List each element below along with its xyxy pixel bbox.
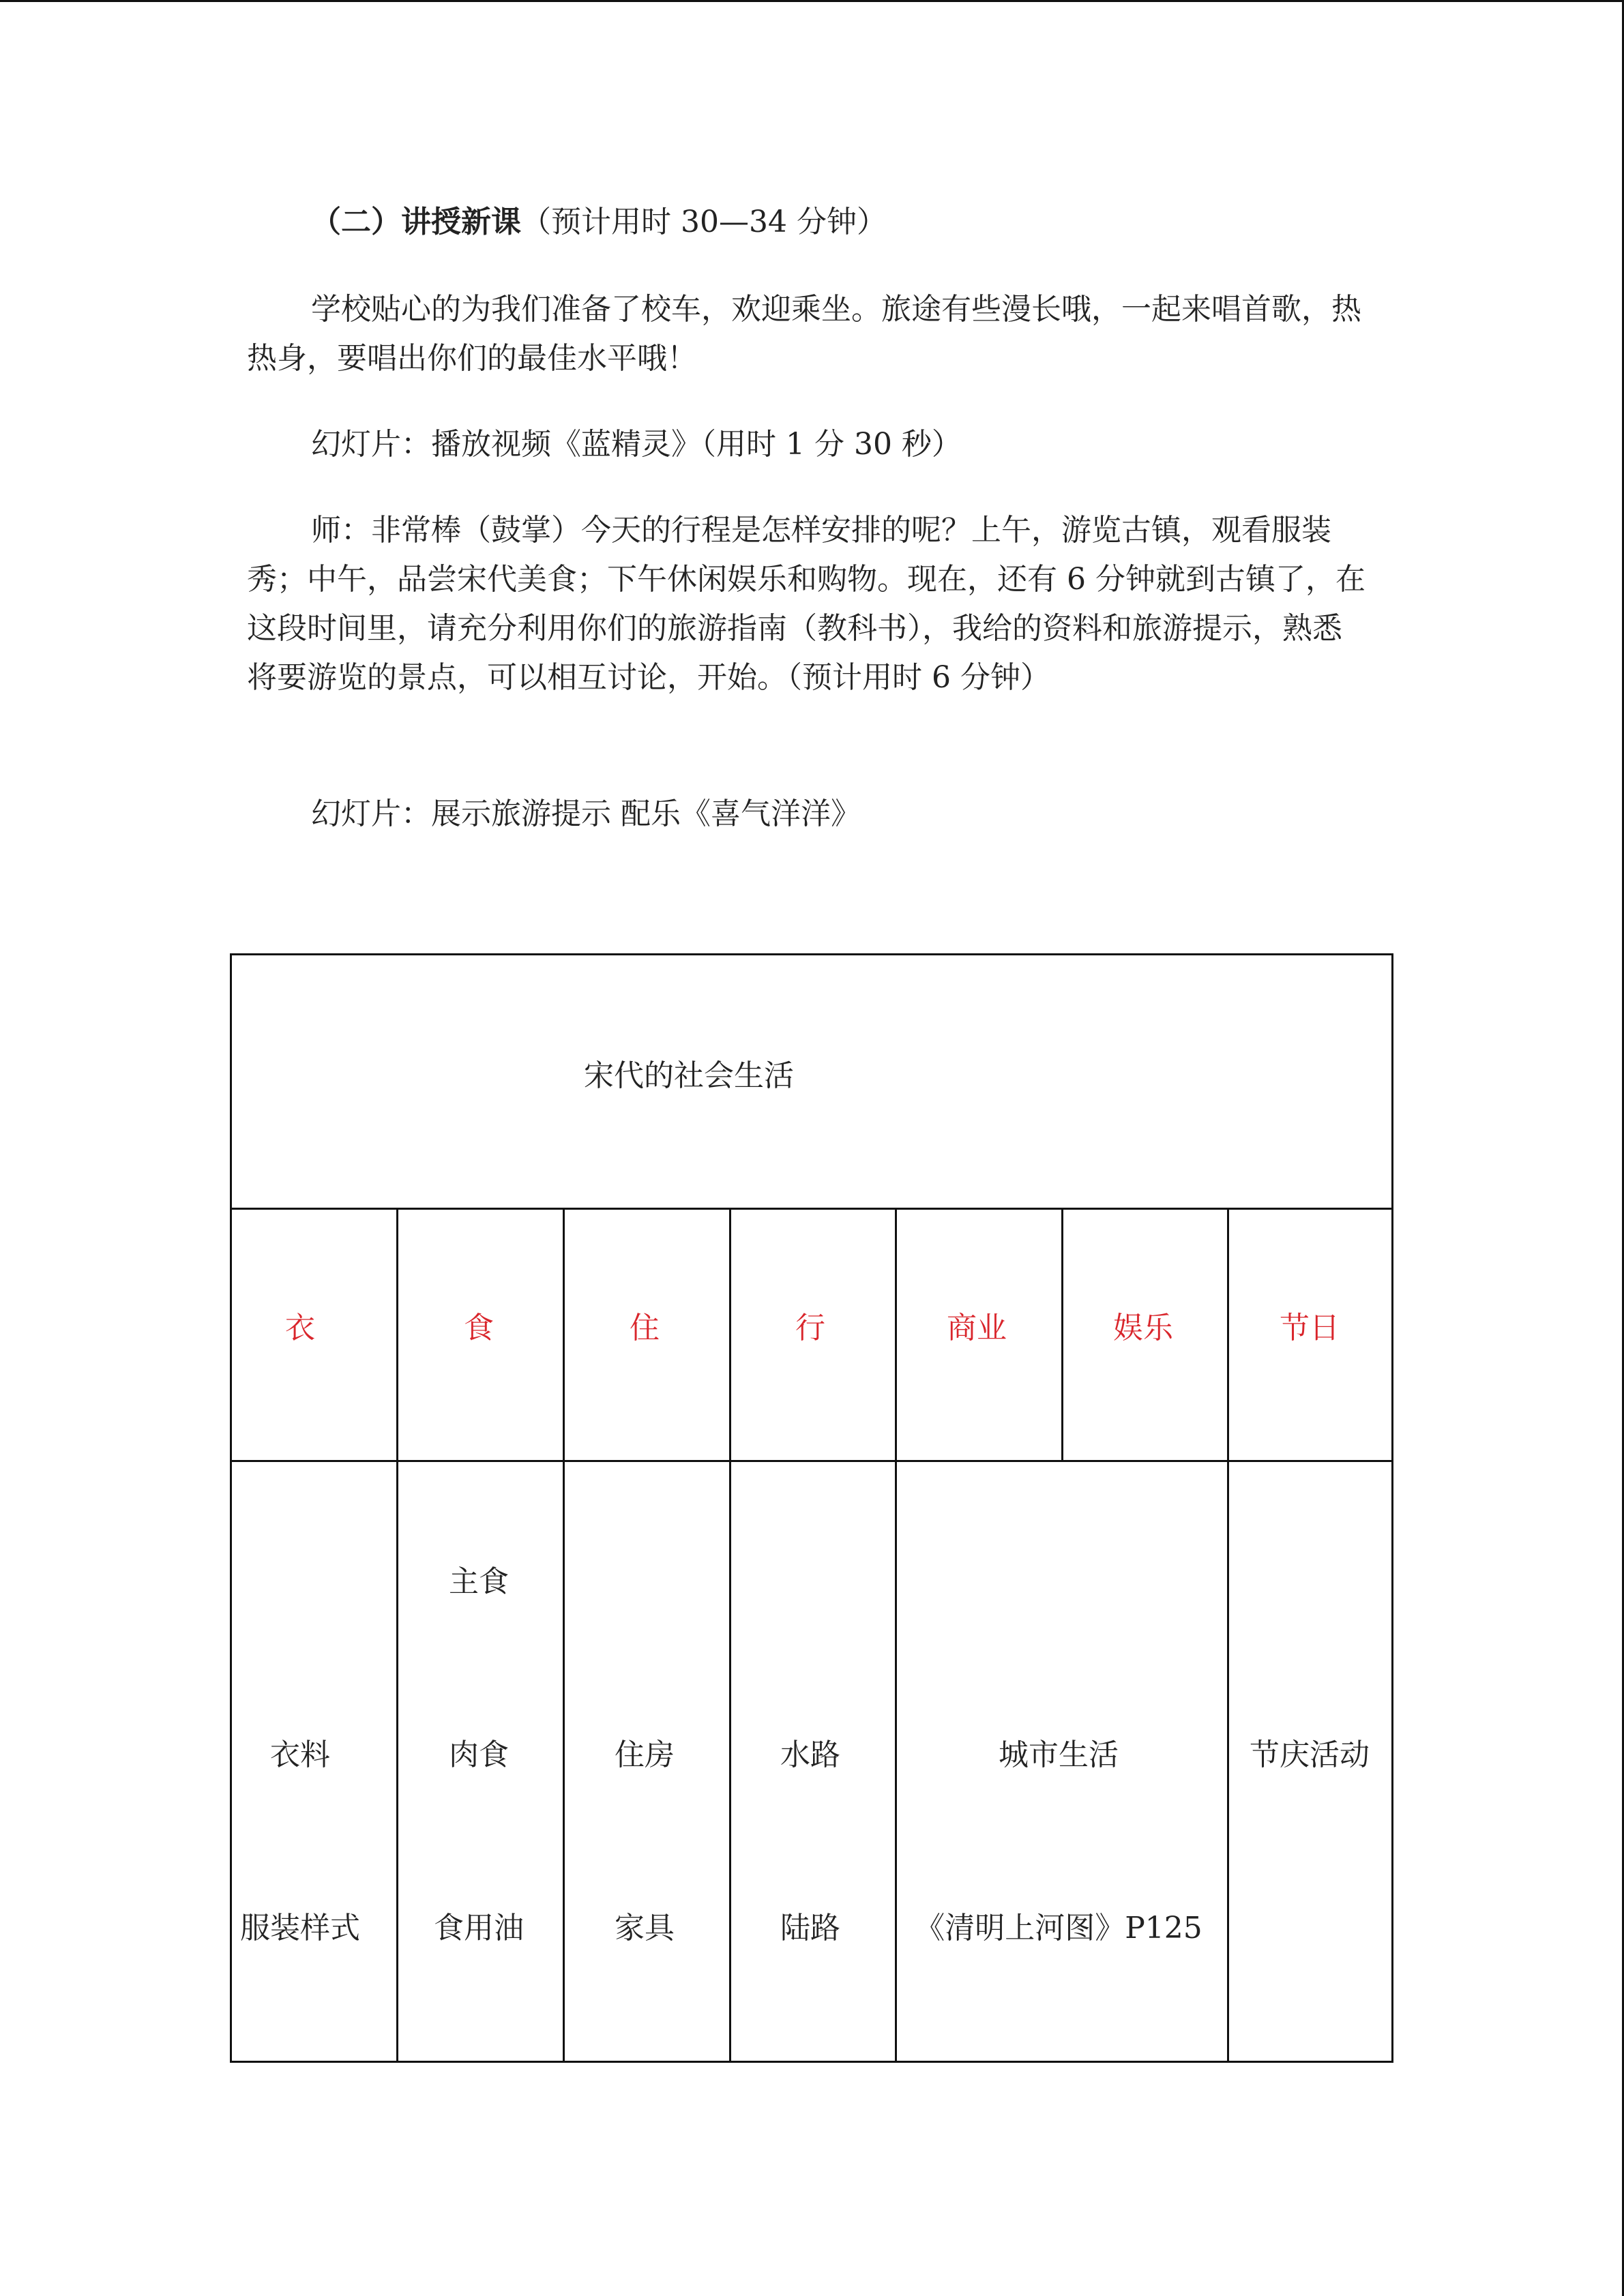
detail-waterways: 水路 xyxy=(780,1738,840,1772)
col-divider-2 xyxy=(563,1208,565,2063)
detail-festival-activities: 节庆活动 xyxy=(1250,1738,1370,1772)
paragraph-bus: 学校贴心的为我们准备了校车，欢迎乘坐。旅途有些漫长哦，一起来唱首歌，热热身，要唱出你们的最佳水平哦！ xyxy=(247,292,1361,376)
row-divider-title xyxy=(232,1208,1391,1210)
category-festival: 节日 xyxy=(1280,1311,1340,1345)
category-food: 食 xyxy=(464,1311,494,1345)
detail-clothing-style: 服装样式 xyxy=(240,1911,360,1945)
detail-meat: 肉食 xyxy=(449,1738,509,1772)
detail-houses: 住房 xyxy=(615,1738,675,1772)
section-heading xyxy=(247,198,1365,247)
row-divider-categories xyxy=(232,1460,1391,1462)
detail-furniture: 家具 xyxy=(615,1911,675,1945)
category-transport: 行 xyxy=(795,1311,825,1345)
paragraph-tips-slide: 幻灯片：展示旅游提示 配乐《喜气洋洋》 xyxy=(311,796,861,831)
col-divider-6 xyxy=(1227,1208,1229,2063)
col-divider-3 xyxy=(729,1208,731,2063)
category-commerce: 商业 xyxy=(947,1311,1007,1345)
detail-fabric: 衣料 xyxy=(270,1738,330,1772)
detail-land-routes: 陆路 xyxy=(780,1911,840,1945)
col-divider-1 xyxy=(396,1208,398,2063)
table-title: 宋代的社会生活 xyxy=(584,1058,794,1093)
category-housing: 住 xyxy=(630,1311,660,1345)
col-divider-5 xyxy=(1061,1208,1063,1462)
category-clothing: 衣 xyxy=(285,1311,315,1345)
detail-city-life: 城市生活 xyxy=(999,1738,1119,1772)
detail-cooking-oil: 食用油 xyxy=(434,1911,524,1945)
category-entertainment: 娱乐 xyxy=(1113,1311,1173,1345)
detail-qingming-scroll: 《清明上河图》P125 xyxy=(915,1911,1202,1945)
detail-staple-food: 主食 xyxy=(449,1564,509,1599)
section-heading-note: （预计用时 30—34 分钟） xyxy=(521,205,887,239)
paragraph-teacher-instructions: 师：非常棒（鼓掌）今天的行程是怎样安排的呢？上午，游览古镇，观看服装秀；中午，品尝宋代美食；下午休闲娱乐和购物。现在，还有 6 分钟就到古镇了，在这段时间里，请充分利用你们的旅游指南（教科书），我给的资料和旅游提示，熟悉将要游览的景点，可以相互讨论，开始。（预计用时 6 分钟） xyxy=(247,513,1365,695)
paragraph-video-slide: 幻灯片：播放视频《蓝精灵》（用时 1 分 30 秒） xyxy=(311,427,962,462)
col-divider-4 xyxy=(895,1208,897,2063)
social-life-table xyxy=(230,953,1393,2063)
section-heading-title: （二）讲授新课 xyxy=(311,205,521,239)
